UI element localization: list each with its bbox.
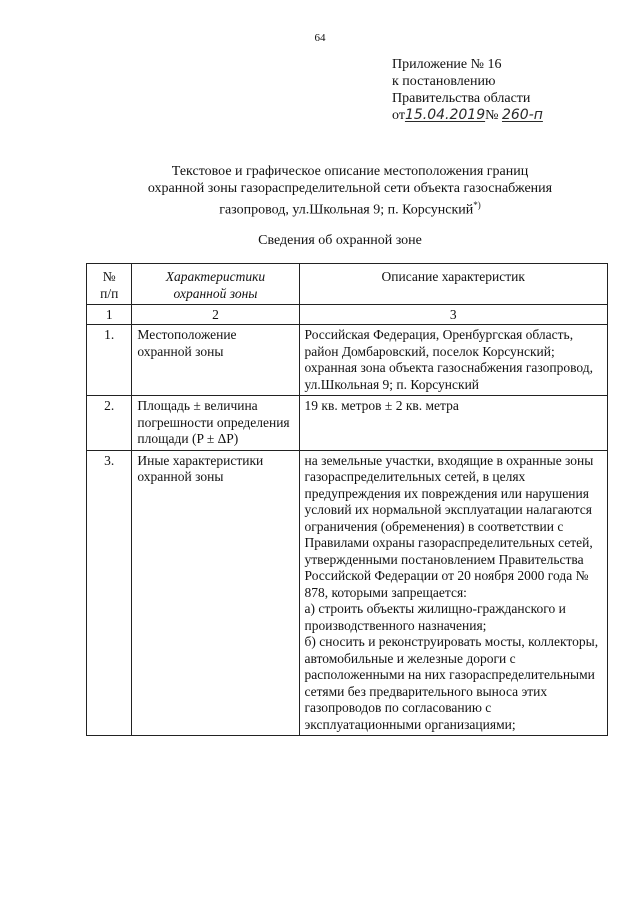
title-line-2: охранной зоны газораспределительной сети объекта газоснабжения bbox=[147, 181, 553, 196]
header-description: Описание характеристик bbox=[299, 264, 607, 305]
footnote-mark: *) bbox=[473, 200, 481, 210]
appendix-line-1: Приложение № 16 bbox=[392, 57, 502, 72]
title-line-3 bbox=[80, 197, 620, 219]
title-line-3-text: газопровод, ул.Школьная 9; п. Корсунский bbox=[219, 202, 474, 218]
header-characteristics-line-1: Характеристики bbox=[165, 269, 266, 284]
row-description bbox=[299, 450, 607, 736]
row-characteristic: Площадь ± величина погрешности определения площади (P ± ΔP) bbox=[132, 396, 299, 451]
row-number: 1. bbox=[87, 325, 132, 396]
column-number-row bbox=[87, 305, 608, 325]
column-number-3: 3 bbox=[299, 305, 607, 325]
table-header-row bbox=[87, 264, 608, 305]
row-number: 3. bbox=[87, 450, 132, 736]
row-description: 19 кв. метров ± 2 кв. метра bbox=[299, 396, 607, 451]
handwritten-date: 15.04.2019 bbox=[404, 107, 486, 123]
appendix-line-3: Правительства области bbox=[392, 91, 531, 106]
appendix-line-2: к постановлению bbox=[392, 74, 496, 89]
zone-info-table bbox=[86, 263, 608, 736]
restrictions-intro: на земельные участки, входящие в охранные зоны газораспределительных сетей, в целях предупреждения их повреждения или нарушения условий их нормальной эксплуатации налагаются ограничения (обременения) в соответствии с Правилами охраны газораспределительных сетей, утвержденными постановлением Правительства Российской Федерации от 20 ноября 2000 года № 878, которыми запрещается: bbox=[304, 452, 594, 600]
appendix-from: от bbox=[392, 108, 405, 123]
row-characteristic: Иные характеристики охранной зоны bbox=[132, 450, 299, 736]
column-number-1: 1 bbox=[87, 305, 132, 325]
handwritten-number: 260-п bbox=[501, 107, 543, 123]
restriction-item-b: б) сносить и реконструировать мосты, коллекторы, автомобильные и железные дороги с расположенными на них газораспределительными сетями без предварительного выноса этих газопроводов по согласованию с эксплуатационными организациями; bbox=[304, 634, 599, 732]
table-row bbox=[87, 450, 608, 736]
appendix-date-line bbox=[392, 107, 543, 124]
table-row bbox=[87, 396, 608, 451]
column-number-2: 2 bbox=[132, 305, 299, 325]
header-characteristics-line-2: охранной зоны bbox=[173, 285, 258, 301]
document-title bbox=[80, 163, 620, 219]
appendix-block bbox=[392, 56, 543, 124]
restriction-item-a: а) строить объекты жилищно-гражданского и производственного назначения; bbox=[304, 601, 566, 633]
appendix-number-sign: № bbox=[485, 108, 499, 123]
row-characteristic: Местоположение охранной зоны bbox=[132, 325, 299, 396]
page-number: 64 bbox=[314, 32, 326, 44]
header-number-line-1: № bbox=[102, 269, 116, 284]
header-number bbox=[87, 264, 132, 305]
title-line-1: Текстовое и графическое описание местоположения границ bbox=[171, 164, 529, 179]
row-description: Российская Федерация, Оренбургская область, район Домбаровский, поселок Корсунский; охранная зона объекта газоснабжения газопровод, ул.Школьная 9; п. Корсунский bbox=[299, 325, 607, 396]
row-number: 2. bbox=[87, 396, 132, 451]
header-characteristics bbox=[132, 264, 299, 305]
header-number-line-2: п/п bbox=[100, 285, 119, 301]
section-subtitle: Сведения об охранной зоне bbox=[258, 233, 422, 248]
table-row bbox=[87, 325, 608, 396]
